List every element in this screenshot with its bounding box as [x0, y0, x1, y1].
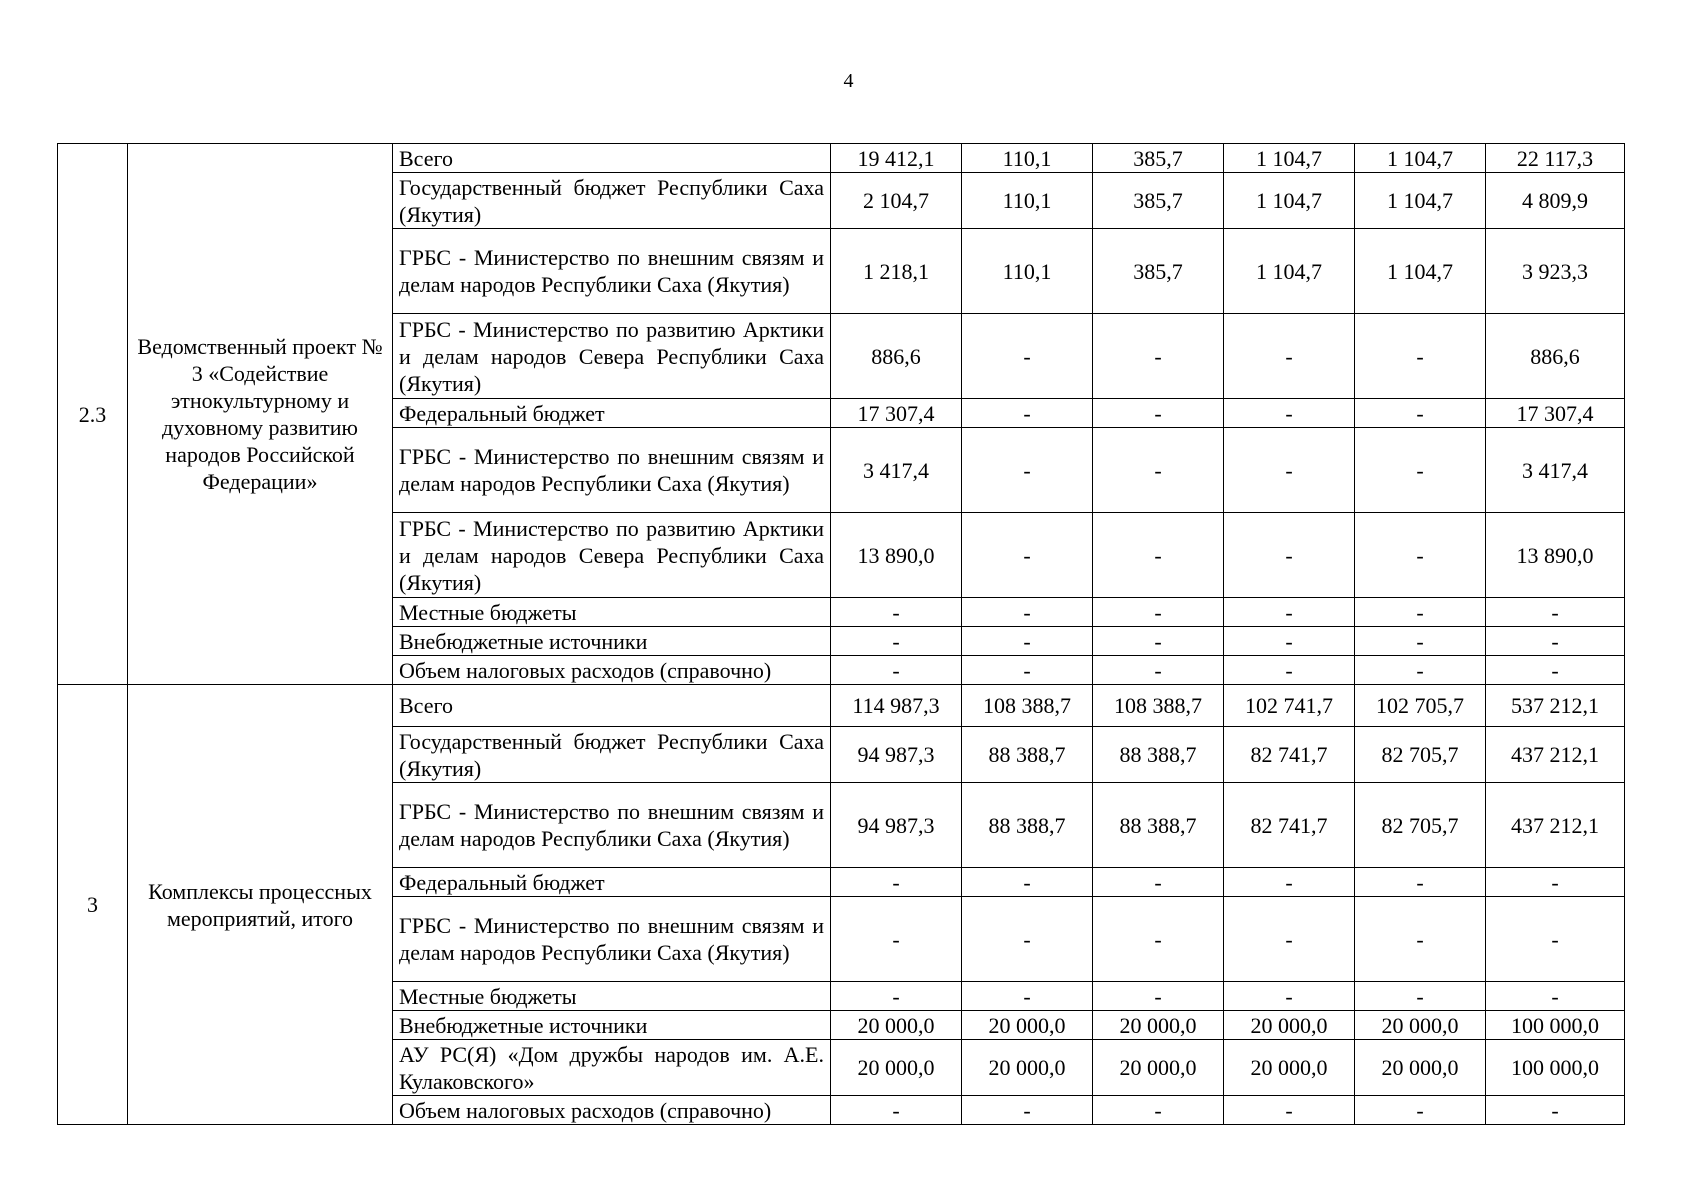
total-value-cell: - [1486, 1096, 1625, 1125]
funding-source-cell: Внебюджетные источники [393, 627, 831, 656]
total-value-cell: - [1486, 868, 1625, 897]
section-index: 3 [58, 685, 128, 1125]
year-value-cell: - [1355, 1096, 1486, 1125]
year-value-cell: 1 104,7 [1224, 173, 1355, 229]
year-value-cell: - [831, 627, 962, 656]
year-value-cell: 385,7 [1093, 229, 1224, 314]
year-value-cell: - [962, 656, 1093, 685]
year-value-cell: - [962, 627, 1093, 656]
year-value-cell: - [831, 868, 962, 897]
table-body [58, 144, 1625, 1125]
year-value-cell: - [1355, 897, 1486, 982]
total-value-cell: 100 000,0 [1486, 1040, 1625, 1096]
funding-source-cell: Федеральный бюджет [393, 399, 831, 428]
funding-source-cell: Объем налоговых расходов (справочно) [393, 1096, 831, 1125]
year-value-cell: - [962, 513, 1093, 598]
budget-table [57, 143, 1625, 1125]
year-value-cell: 20 000,0 [1224, 1011, 1355, 1040]
year-value-cell: 17 307,4 [831, 399, 962, 428]
year-value-cell: - [1224, 399, 1355, 428]
year-value-cell: 88 388,7 [1093, 727, 1224, 783]
year-value-cell: 110,1 [962, 173, 1093, 229]
year-value-cell: - [1355, 399, 1486, 428]
year-value-cell: 385,7 [1093, 173, 1224, 229]
year-value-cell: 1 104,7 [1224, 144, 1355, 173]
funding-source-cell: АУ РС(Я) «Дом дружбы народов им. А.Е. Кулаковского» [393, 1040, 831, 1096]
year-value-cell: 94 987,3 [831, 727, 962, 783]
total-value-cell: 437 212,1 [1486, 727, 1625, 783]
year-value-cell: - [962, 428, 1093, 513]
year-value-cell: - [1093, 982, 1224, 1011]
funding-source-cell: ГРБС - Министерство по развитию Арктики и делам народов Севера Республики Саха (Якутия) [393, 513, 831, 598]
year-value-cell: - [1355, 428, 1486, 513]
funding-source-cell: Государственный бюджет Республики Саха (Якутия) [393, 173, 831, 229]
year-value-cell: - [831, 656, 962, 685]
year-value-cell: - [1355, 627, 1486, 656]
page-number: 4 [843, 70, 854, 92]
year-value-cell: - [962, 868, 1093, 897]
year-value-cell: - [1224, 897, 1355, 982]
year-value-cell: 2 104,7 [831, 173, 962, 229]
year-value-cell: 20 000,0 [962, 1040, 1093, 1096]
year-value-cell: 1 104,7 [1355, 144, 1486, 173]
year-value-cell: 1 104,7 [1355, 229, 1486, 314]
year-value-cell: - [1224, 868, 1355, 897]
funding-source-cell: Государственный бюджет Республики Саха (Якутия) [393, 727, 831, 783]
year-value-cell: 20 000,0 [1224, 1040, 1355, 1096]
year-value-cell: 20 000,0 [831, 1040, 962, 1096]
total-value-cell: 3 417,4 [1486, 428, 1625, 513]
year-value-cell: - [1093, 656, 1224, 685]
total-value-cell: 537 212,1 [1486, 685, 1625, 727]
funding-source-cell: Всего [393, 685, 831, 727]
total-value-cell: 437 212,1 [1486, 783, 1625, 868]
funding-source-cell: ГРБС - Министерство по внешним связям и делам народов Республики Саха (Якутия) [393, 229, 831, 314]
year-value-cell: 102 705,7 [1355, 685, 1486, 727]
year-value-cell: - [1093, 598, 1224, 627]
year-value-cell: 3 417,4 [831, 428, 962, 513]
year-value-cell: 20 000,0 [831, 1011, 962, 1040]
year-value-cell: - [962, 598, 1093, 627]
year-value-cell: - [962, 1096, 1093, 1125]
year-value-cell: - [1355, 513, 1486, 598]
year-value-cell: 1 218,1 [831, 229, 962, 314]
year-value-cell: - [1224, 428, 1355, 513]
year-value-cell: - [831, 598, 962, 627]
funding-source-cell: ГРБС - Министерство по внешним связям и делам народов Республики Саха (Якутия) [393, 783, 831, 868]
total-value-cell: - [1486, 656, 1625, 685]
year-value-cell: 110,1 [962, 229, 1093, 314]
year-value-cell: 1 104,7 [1355, 173, 1486, 229]
year-value-cell: - [1355, 982, 1486, 1011]
total-value-cell: 17 307,4 [1486, 399, 1625, 428]
year-value-cell: 20 000,0 [1355, 1011, 1486, 1040]
year-value-cell: - [962, 897, 1093, 982]
year-value-cell: 108 388,7 [962, 685, 1093, 727]
year-value-cell: - [1224, 1096, 1355, 1125]
year-value-cell: - [1224, 627, 1355, 656]
year-value-cell: 82 741,7 [1224, 783, 1355, 868]
total-value-cell: 4 809,9 [1486, 173, 1625, 229]
year-value-cell: - [1093, 399, 1224, 428]
year-value-cell: - [962, 314, 1093, 399]
year-value-cell: - [1355, 314, 1486, 399]
funding-source-cell: ГРБС - Министерство по внешним связям и делам народов Республики Саха (Якутия) [393, 428, 831, 513]
year-value-cell: 20 000,0 [1093, 1011, 1224, 1040]
year-value-cell: 88 388,7 [962, 727, 1093, 783]
table-row [58, 144, 1625, 173]
year-value-cell: 385,7 [1093, 144, 1224, 173]
funding-source-cell: Местные бюджеты [393, 982, 831, 1011]
year-value-cell: - [962, 399, 1093, 428]
funding-source-cell: Всего [393, 144, 831, 173]
year-value-cell: - [1093, 627, 1224, 656]
year-value-cell: - [1355, 598, 1486, 627]
year-value-cell: - [1224, 982, 1355, 1011]
year-value-cell: 20 000,0 [962, 1011, 1093, 1040]
year-value-cell: 82 741,7 [1224, 727, 1355, 783]
year-value-cell: 102 741,7 [1224, 685, 1355, 727]
total-value-cell: - [1486, 897, 1625, 982]
year-value-cell: - [831, 982, 962, 1011]
total-value-cell: - [1486, 982, 1625, 1011]
year-value-cell: 110,1 [962, 144, 1093, 173]
year-value-cell: 20 000,0 [1093, 1040, 1224, 1096]
year-value-cell: - [1093, 1096, 1224, 1125]
year-value-cell: - [1093, 513, 1224, 598]
section-index: 2.3 [58, 144, 128, 685]
year-value-cell: - [1224, 598, 1355, 627]
year-value-cell: - [1355, 868, 1486, 897]
funding-source-cell: Внебюджетные источники [393, 1011, 831, 1040]
funding-source-cell: Местные бюджеты [393, 598, 831, 627]
year-value-cell: 88 388,7 [1093, 783, 1224, 868]
section-name: Комплексы процессных мероприятий, итого [128, 685, 393, 1125]
total-value-cell: - [1486, 598, 1625, 627]
year-value-cell: - [1224, 314, 1355, 399]
year-value-cell: - [1093, 314, 1224, 399]
table-row [58, 685, 1625, 727]
year-value-cell: - [1093, 897, 1224, 982]
year-value-cell: 94 987,3 [831, 783, 962, 868]
year-value-cell: 82 705,7 [1355, 783, 1486, 868]
total-value-cell: 3 923,3 [1486, 229, 1625, 314]
year-value-cell: - [831, 897, 962, 982]
year-value-cell: 13 890,0 [831, 513, 962, 598]
total-value-cell: 13 890,0 [1486, 513, 1625, 598]
year-value-cell: - [1355, 656, 1486, 685]
year-value-cell: 886,6 [831, 314, 962, 399]
year-value-cell: - [1224, 513, 1355, 598]
year-value-cell: 114 987,3 [831, 685, 962, 727]
year-value-cell: 88 388,7 [962, 783, 1093, 868]
total-value-cell: 22 117,3 [1486, 144, 1625, 173]
year-value-cell: 1 104,7 [1224, 229, 1355, 314]
year-value-cell: - [831, 1096, 962, 1125]
year-value-cell: 108 388,7 [1093, 685, 1224, 727]
year-value-cell: - [1093, 868, 1224, 897]
year-value-cell: 20 000,0 [1355, 1040, 1486, 1096]
total-value-cell: 100 000,0 [1486, 1011, 1625, 1040]
year-value-cell: - [1224, 656, 1355, 685]
section-name: Ведомственный проект № 3 «Содействие этнокультурному и духовному развитию народов Российской Федерации» [128, 144, 393, 685]
funding-source-cell: Объем налоговых расходов (справочно) [393, 656, 831, 685]
total-value-cell: - [1486, 627, 1625, 656]
year-value-cell: 19 412,1 [831, 144, 962, 173]
year-value-cell: - [962, 982, 1093, 1011]
year-value-cell: 82 705,7 [1355, 727, 1486, 783]
funding-source-cell: ГРБС - Министерство по развитию Арктики и делам народов Севера Республики Саха (Якутия) [393, 314, 831, 399]
total-value-cell: 886,6 [1486, 314, 1625, 399]
year-value-cell: - [1093, 428, 1224, 513]
funding-source-cell: Федеральный бюджет [393, 868, 831, 897]
funding-source-cell: ГРБС - Министерство по внешним связям и делам народов Республики Саха (Якутия) [393, 897, 831, 982]
